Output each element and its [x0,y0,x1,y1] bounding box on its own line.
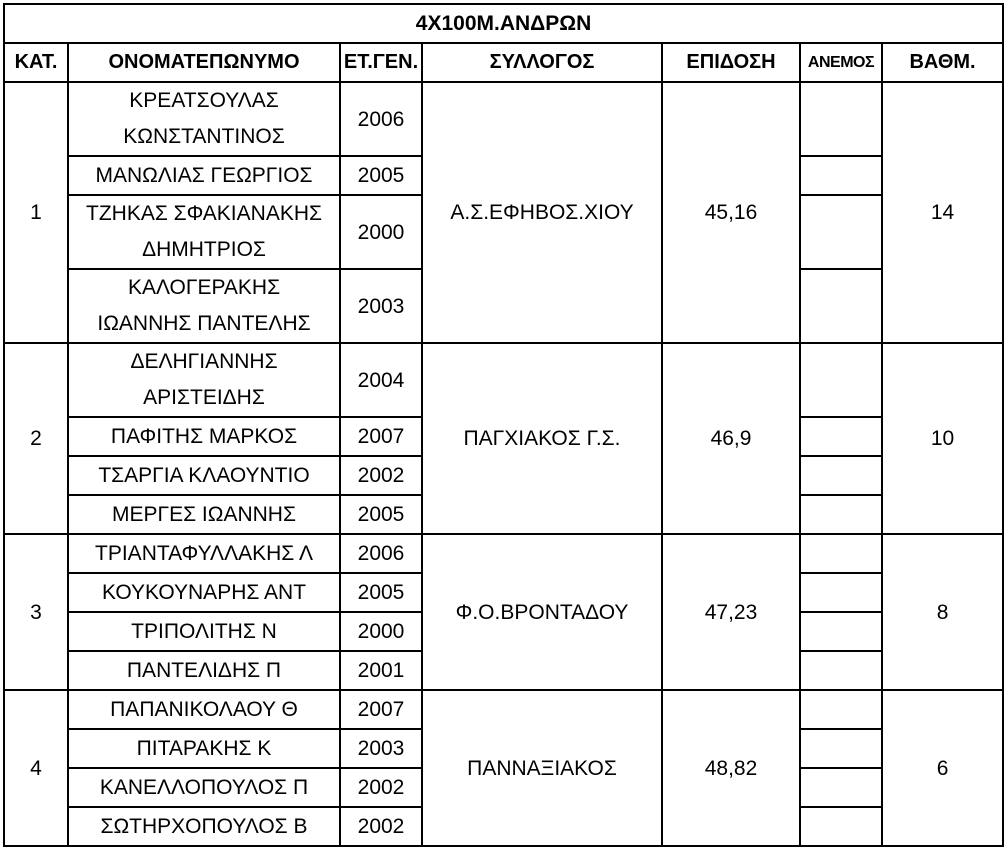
team-club: ΠΑΝΝΑΞΙΑΚΟΣ [422,690,662,846]
athlete-name: ΣΩΤΗΡΧΟΠΟΥΛΟΣ Β [68,807,340,846]
wind-cell [800,651,882,690]
wind-cell [800,82,882,156]
team-performance: 45,16 [662,82,800,343]
team-club: ΠΑΓΧΙΑΚΟΣ Γ.Σ. [422,343,662,534]
header-cat: ΚΑΤ. [4,43,68,82]
athlete-name: ΚΟΥΚΟΥΝΑΡΗΣ ΑΝΤ [68,573,340,612]
athlete-year: 2005 [340,495,422,534]
table-row [4,82,1003,156]
athlete-name: ΜΕΡΓΕΣ ΙΩΑΝΝΗΣ [68,495,340,534]
team-performance: 48,82 [662,690,800,846]
wind-cell [800,417,882,456]
team-category: 2 [4,343,68,534]
athlete-year: 2002 [340,768,422,807]
athlete-name: ΚΑΝΕΛΛΟΠΟΥΛΟΣ Π [68,768,340,807]
team-rank: 10 [882,343,1003,534]
team-category: 4 [4,690,68,846]
athlete-year: 2003 [340,269,422,343]
wind-cell [800,573,882,612]
athlete-name: ΚΡΕΑΤΣΟΥΛΑΣ ΚΩΝΣΤΑΝΤΙΝΟΣ [68,82,340,156]
athlete-year: 2001 [340,651,422,690]
team-rank: 6 [882,690,1003,846]
athlete-name: ΠΑΦΙΤΗΣ ΜΑΡΚΟΣ [68,417,340,456]
wind-cell [800,612,882,651]
athlete-year: 2007 [340,690,422,729]
header-year: ΕΤ.ΓΕΝ. [340,43,422,82]
athlete-name: ΤΡΙΠΟΛΙΤΗΣ Ν [68,612,340,651]
athlete-name: ΠΙΤΑΡΑΚΗΣ Κ [68,729,340,768]
wind-cell [800,456,882,495]
wind-cell [800,729,882,768]
table-row [4,534,1003,573]
athlete-name: ΠΑΝΤΕΛΙΔΗΣ Π [68,651,340,690]
table-title: 4X100Μ.ΑΝΔΡΩΝ [4,4,1003,43]
athlete-name: ΜΑΝΩΛΙΑΣ ΓΕΩΡΓΙΟΣ [68,156,340,195]
wind-cell [800,156,882,195]
athlete-year: 2003 [340,729,422,768]
table-row [4,343,1003,417]
team-category: 3 [4,534,68,690]
wind-cell [800,807,882,846]
athlete-year: 2005 [340,156,422,195]
wind-cell [800,690,882,729]
athlete-year: 2007 [340,417,422,456]
header-perf: ΕΠΙΔΟΣΗ [662,43,800,82]
wind-cell [800,269,882,343]
wind-cell [800,768,882,807]
athlete-year: 2002 [340,456,422,495]
athlete-year: 2005 [340,573,422,612]
header-wind: ΑΝΕΜΟΣ [800,43,882,82]
team-rank: 14 [882,82,1003,343]
team-rank: 8 [882,534,1003,690]
athlete-year: 2006 [340,82,422,156]
athlete-year: 2002 [340,807,422,846]
team-club: Α.Σ.ΕΦΗΒΟΣ.ΧΙΟΥ [422,82,662,343]
header-club: ΣΥΛΛΟΓΟΣ [422,43,662,82]
team-category: 1 [4,82,68,343]
team-performance: 47,23 [662,534,800,690]
header-name: ΟΝΟΜΑΤΕΠΩΝΥΜΟ [68,43,340,82]
header-rank: ΒΑΘΜ. [882,43,1003,82]
athlete-name: ΠΑΠΑΝΙΚΟΛΑΟΥ Θ [68,690,340,729]
athlete-name: ΤΡΙΑΝΤΑΦΥΛΛΑΚΗΣ Λ [68,534,340,573]
athlete-year: 2000 [340,195,422,269]
athlete-name: ΔΕΛΗΓΙΑΝΝΗΣ ΑΡΙΣΤΕΙΔΗΣ [68,343,340,417]
team-club: Φ.Ο.ΒΡΟΝΤΑΔΟΥ [422,534,662,690]
athlete-name: ΤΣΑΡΓΙΑ ΚΛΑΟΥΝΤΙΟ [68,456,340,495]
athlete-year: 2000 [340,612,422,651]
results-table [3,3,1004,847]
athlete-year: 2006 [340,534,422,573]
wind-cell [800,534,882,573]
athlete-name: ΚΑΛΟΓΕΡΑΚΗΣ ΙΩΑΝΝΗΣ ΠΑΝΤΕΛΗΣ [68,269,340,343]
athlete-year: 2004 [340,343,422,417]
team-performance: 46,9 [662,343,800,534]
athlete-name: ΤΖΗΚΑΣ ΣΦΑΚΙΑΝΑΚΗΣ ΔΗΜΗΤΡΙΟΣ [68,195,340,269]
wind-cell [800,343,882,417]
wind-cell [800,495,882,534]
table-row [4,690,1003,729]
wind-cell [800,195,882,269]
